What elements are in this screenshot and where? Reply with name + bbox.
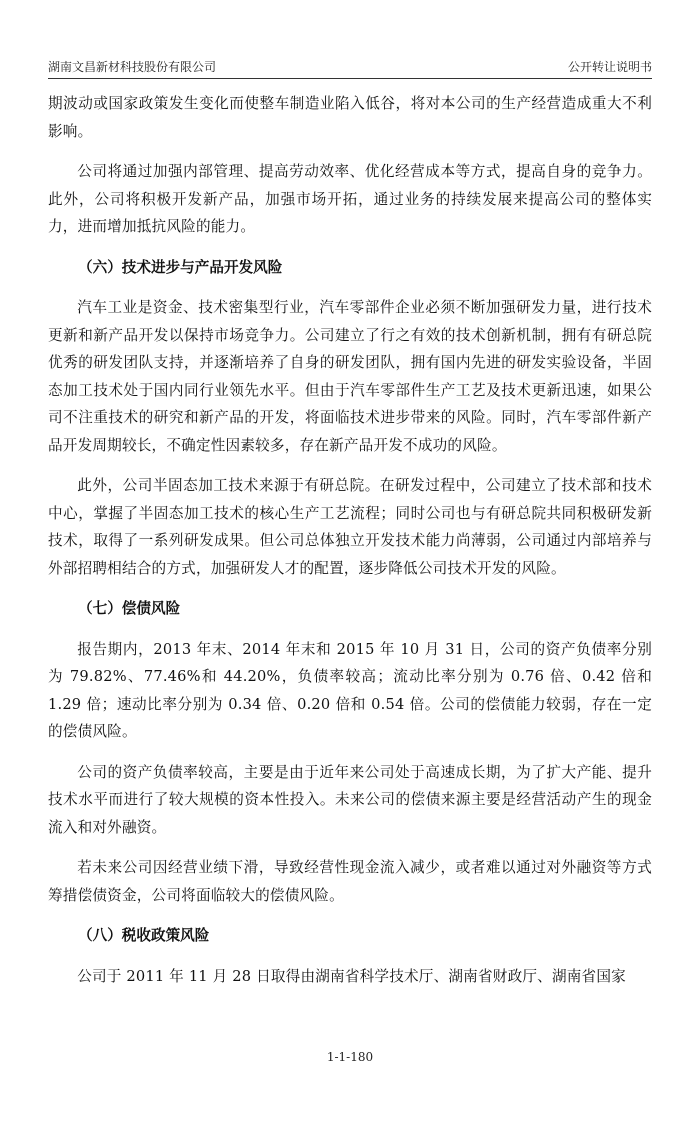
page-content [48,90,652,990]
paragraph: 公司于 2011 年 11 月 28 日取得由湖南省科学技术厅、湖南省财政厅、湖南省国家 [77,967,626,985]
paragraph: 此外，公司半固态加工技术来源于有研总院。在研发过程中，公司建立了技术部和技术中心，掌握了半固态加工技术的核心生产工艺流程；同时公司也与有研总院共同积极研发新技术，取得了一系列研发成果。但公司总体独立开发技术能力尚薄弱，公司通过内部培养与外部招聘相结合的方式，加强研发人才的配置，逐步降低公司技术开发的风险。 [48,477,652,577]
page-number: 1-1-180 [326,1050,374,1064]
header-company-name: 湖南文昌新材科技股份有限公司 [48,60,217,74]
header-document-title: 公开转让说明书 [567,60,652,74]
paragraph: 公司的资产负债率较高，主要是由于近年来公司处于高速成长期，为了扩大产能、提升技术水平而进行了较大规模的资本性投入。未来公司的偿债来源主要是经营活动产生的现金流入和对外融资。 [48,763,652,836]
paragraph: 若未来公司因经营业绩下滑，导致经营性现金流入减少，或者难以通过对外融资等方式筹措偿债资金，公司将面临较大的偿债风险。 [48,859,652,904]
section-heading-tech-risk: （六）技术进步与产品开发风险 [78,258,283,276]
paragraph: 报告期内，2013 年末、2014 年末和 2015 年 10 月 31 日，公司的资产负债率分别为 79.82%、77.46%和 44.20%，负债率较高；流动比率分别为 0.76 倍、0.42 倍和 1.29 倍；速动比率分别为 0.34 倍、0.20 倍和 0.54 倍。公司的偿债能力较弱，存在一定的偿债风险。 [48,640,652,740]
section-heading-debt-risk: （七）偿债风险 [78,600,181,617]
section-heading-tax-risk: （八）税收政策风险 [78,927,210,944]
paragraph-continued: 期波动或国家政策发生变化而使整车制造业陷入低谷，将对本公司的生产经营造成重大不利影响。 [48,95,652,140]
page-header [48,56,652,79]
paragraph: 公司将通过加强内部管理、提高劳动效率、优化经营成本等方式，提高自身的竞争力。此外，公司将积极开发新产品，加强市场开拓，通过业务的持续发展来提高公司的整体实力，进而增加抵抗风险的能力。 [48,163,652,235]
paragraph: 汽车工业是资金、技术密集型行业，汽车零部件企业必须不断加强研发力量，进行技术更新和新产品开发以保持市场竞争力。公司建立了行之有效的技术创新机制，拥有有研总院优秀的研发团队支持，并逐渐培养了自身的研发团队，拥有国内先进的研发实验设备，半固态加工技术处于国内同行业领先水平。但由于汽车零部件生产工艺及技术更新迅速，如果公司不注重技术的研究和新产品的开发，将面临技术进步带来的风险。同时，汽车零部件新产品开发周期较长，不确定性因素较多，存在新产品开发不成功的风险。 [48,299,652,454]
